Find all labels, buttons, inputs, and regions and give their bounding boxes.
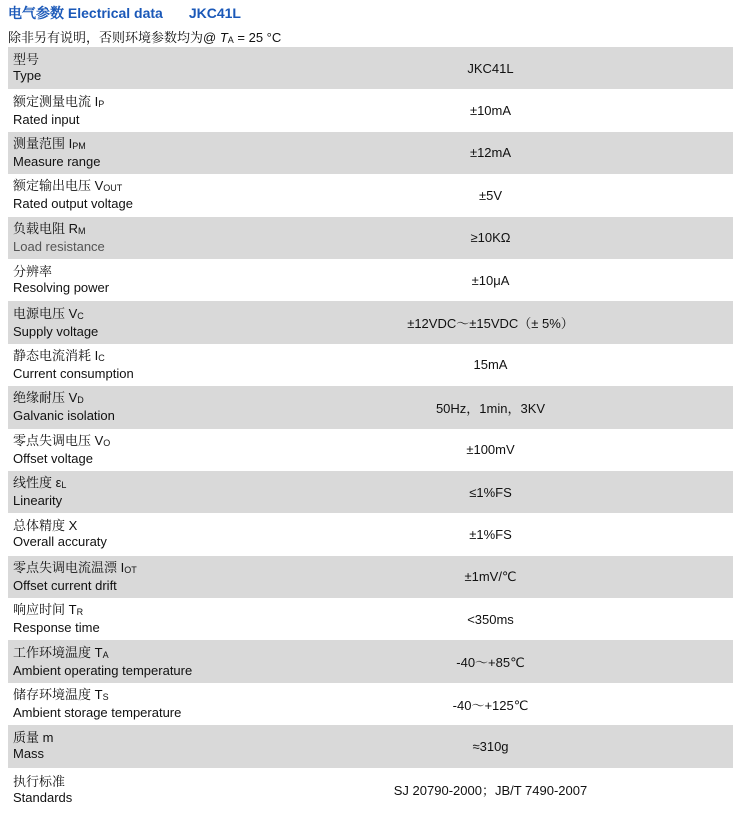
param-label: [8, 513, 288, 555]
param-value: ±10μA: [471, 272, 510, 288]
param-name-en: Supply voltage: [13, 323, 99, 339]
table-row: [8, 683, 733, 725]
param-name-en: Ambient operating temperature: [13, 662, 193, 678]
param-symbol-subscript: L: [61, 480, 67, 491]
param-name-cn-text: 型号: [13, 52, 40, 68]
param-label: [8, 132, 288, 174]
param-name-cn: [13, 518, 288, 534]
param-value: JKC41L: [467, 60, 514, 76]
param-name-cn: [13, 94, 288, 112]
table-row: [8, 344, 733, 386]
param-label: [8, 556, 288, 598]
param-name-cn-text: 质量 m: [13, 730, 54, 746]
table-row: [8, 471, 733, 513]
param-name-cn-text: 执行标准: [13, 773, 66, 789]
param-name-cn: [13, 687, 288, 705]
param-symbol-subscript: O: [103, 437, 111, 448]
param-value: ±12mA: [469, 145, 512, 161]
param-name-cn-text: 静态电流消耗 I: [13, 347, 99, 363]
table-row: [8, 598, 733, 640]
param-name-cn-text: 线性度 ε: [13, 475, 62, 491]
param-symbol-subscript: S: [102, 692, 109, 703]
param-symbol-subscript: P: [98, 98, 105, 109]
conditions-subscript: A: [227, 35, 234, 45]
param-name-en: Rated output voltage: [13, 196, 133, 212]
table-row: [8, 174, 733, 216]
param-name-cn-text: 零点失调电压 V: [13, 432, 104, 448]
param-name-cn: [13, 52, 288, 68]
table-row: [8, 301, 733, 343]
param-name-cn-text: 电源电压 V: [13, 305, 78, 321]
param-label: [8, 640, 288, 682]
param-symbol-subscript: C: [77, 310, 84, 321]
param-name-cn-text: 负载电阻 R: [13, 220, 79, 236]
table-row: [8, 217, 733, 259]
table-row: [8, 725, 733, 767]
param-value: ≈310g: [472, 738, 509, 754]
param-value: ±12VDC～±15VDC（± 5%）: [407, 316, 574, 332]
param-value: ≤1%FS: [469, 484, 512, 500]
table-row: [8, 429, 733, 471]
param-value: ±5V: [478, 187, 503, 203]
param-name-cn-text: 绝缘耐压 V: [13, 390, 78, 406]
param-name-en: Type: [13, 68, 42, 84]
param-name-cn: [13, 178, 288, 196]
table-row: [8, 768, 733, 812]
param-name-cn-text: 储存环境温度 T: [13, 687, 103, 703]
param-value: ±1mV/℃: [464, 568, 517, 584]
param-name-en: Overall accuraty: [13, 534, 107, 550]
table-row: [8, 89, 733, 131]
param-name-cn: [13, 560, 288, 578]
param-value: ≥10KΩ: [470, 230, 511, 246]
table-row: [8, 513, 733, 555]
param-symbol-subscript: M: [78, 225, 86, 236]
param-name-en: Offset voltage: [13, 450, 93, 466]
param-value: SJ 20790-2000；JB/T 7490-2007: [393, 783, 588, 799]
param-name-en: Measure range: [13, 153, 101, 169]
param-label: [8, 725, 288, 767]
param-name-cn-text: 分辨率: [13, 264, 53, 280]
param-name-cn: [13, 306, 288, 324]
param-value: ±10mA: [469, 103, 512, 119]
param-symbol-subscript: R: [76, 607, 84, 618]
param-value: 50Hz，1min，3KV: [435, 400, 546, 416]
param-name-cn-text: 额定输出电压 V: [13, 178, 104, 194]
param-name-cn-text: 测量范围 I: [13, 135, 73, 151]
param-label: [8, 386, 288, 428]
param-name-cn: [13, 602, 288, 620]
param-label: [8, 683, 288, 725]
title-text: 电气参数 Electrical data: [8, 5, 163, 21]
param-label: [8, 429, 288, 471]
param-symbol-subscript: C: [98, 352, 105, 363]
table-row: [8, 259, 733, 301]
param-value: ±100mV: [466, 442, 515, 458]
param-value: -40～+125℃: [452, 697, 529, 713]
param-label: [8, 47, 288, 89]
param-name-cn: [13, 433, 288, 451]
param-symbol-subscript: OT: [124, 564, 137, 575]
param-label: [8, 344, 288, 386]
conditions-note: [8, 27, 281, 43]
param-label: [8, 217, 288, 259]
param-name-en: Current consumption: [13, 365, 134, 381]
param-symbol-subscript: A: [102, 649, 109, 660]
conditions-symbol: T: [219, 30, 228, 45]
param-name-cn: [13, 264, 288, 280]
param-name-en: Ambient storage temperature: [13, 705, 182, 721]
param-name-cn-text: 额定测量电流 I: [13, 93, 99, 109]
param-label: [8, 301, 288, 343]
table-row: [8, 556, 733, 598]
table-row: [8, 132, 733, 174]
param-name-en: Response time: [13, 620, 100, 636]
section-title: [8, 3, 241, 19]
param-name-cn: [13, 645, 288, 663]
param-label: [8, 471, 288, 513]
param-name-en: Galvanic isolation: [13, 408, 115, 424]
spec-table: [8, 47, 733, 812]
param-name-en: Offset current drift: [13, 577, 117, 593]
param-name-en: Linearity: [13, 493, 63, 509]
param-name-cn: [13, 136, 288, 154]
param-label: [8, 768, 288, 812]
param-name-cn: [13, 390, 288, 408]
param-name-cn: [13, 221, 288, 239]
conditions-prefix: 除非另有说明，否则环境参数均为@: [8, 30, 217, 45]
param-name-cn-text: 零点失调电流温漂 I: [13, 559, 125, 575]
param-value: <350ms: [467, 611, 514, 627]
param-symbol-subscript: PM: [72, 140, 86, 151]
param-name-en: Rated input: [13, 111, 80, 127]
param-label: [8, 174, 288, 216]
param-symbol-subscript: OUT: [103, 183, 123, 194]
param-value: ±1%FS: [469, 526, 512, 542]
param-name-en: Mass: [13, 746, 45, 762]
param-name-cn-text: 总体精度 X: [13, 518, 78, 534]
param-name-en: Load resistance: [13, 238, 105, 254]
table-row: [8, 640, 733, 682]
param-name-en: Resolving power: [13, 280, 110, 296]
param-label: [8, 259, 288, 301]
param-label: [8, 89, 288, 131]
conditions-suffix: = 25 °C: [233, 30, 282, 45]
param-symbol-subscript: D: [77, 395, 84, 406]
param-name-cn-text: 工作环境温度 T: [13, 644, 103, 660]
param-name-cn-text: 响应时间 T: [13, 602, 77, 618]
param-value: -40～+85℃: [456, 655, 525, 671]
model-title: JKC41L: [188, 5, 241, 21]
param-name-cn: [13, 774, 288, 790]
param-label: [8, 598, 288, 640]
table-row: [8, 386, 733, 428]
param-name-cn: [13, 475, 288, 493]
param-name-cn: [13, 730, 288, 746]
table-row: [8, 47, 733, 89]
param-name-en: Standards: [13, 789, 73, 805]
param-name-cn: [13, 348, 288, 366]
param-value: 15mA: [473, 357, 508, 373]
